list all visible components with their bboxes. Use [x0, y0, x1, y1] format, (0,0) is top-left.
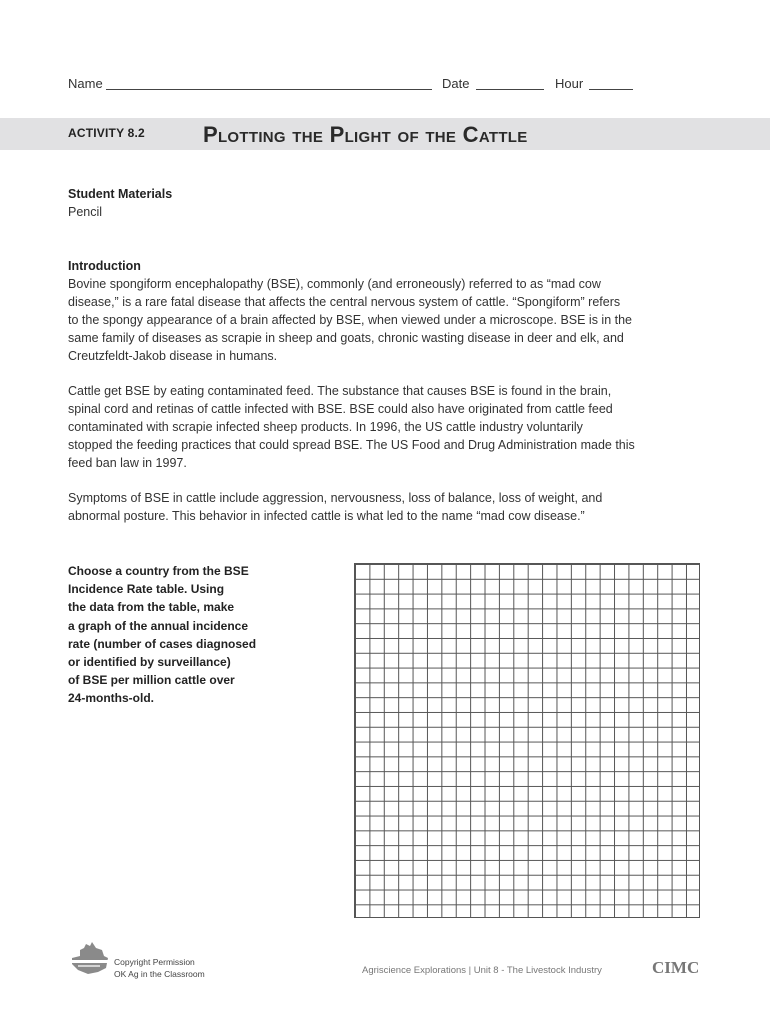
materials-heading: Student Materials — [68, 187, 173, 201]
graph-paper-grid[interactable] — [354, 563, 700, 918]
paragraph-line: contaminated with scrapie infected sheep products. In 1996, the US cattle industry voluntarily — [68, 420, 583, 434]
instruction-line: Incidence Rate table. Using — [68, 582, 225, 597]
name-label: Name — [68, 76, 103, 91]
paragraph-line: stopped the feeding practices that could spread BSE. The US Food and Drug Administration made this — [68, 438, 635, 452]
instruction-line: Choose a country from the BSE — [68, 564, 249, 578]
oklahoma-ag-logo-icon — [68, 938, 110, 978]
cimc-brand: CIMC — [652, 958, 700, 977]
page-title: Plotting the Plight of the Cattle — [203, 122, 528, 147]
paragraph-line: Creutzfeldt-Jakob disease in humans. — [68, 349, 278, 363]
instruction-line: rate (number of cases diagnosed — [68, 636, 257, 651]
copyright-notice — [114, 956, 205, 980]
copyright-line: OK Ag in the Classroom — [114, 969, 205, 979]
introduction-heading: Introduction — [68, 259, 141, 273]
materials-item: Pencil — [68, 205, 103, 219]
paragraph-line: Cattle get BSE by eating contaminated feed. The substance that causes BSE is found in the brain, — [68, 384, 612, 398]
paragraph-line: disease,” is a rare fatal disease that affects the central nervous system of cattle. “Spongiform” refers — [68, 295, 621, 309]
instruction-line: the data from the table, make — [68, 600, 235, 615]
paragraph-line: Symptoms of BSE in cattle include aggression, nervousness, loss of balance, loss of weight, and — [68, 491, 603, 505]
intro-paragraph-1 — [68, 275, 708, 365]
date-label: Date — [442, 76, 470, 91]
intro-paragraph-2 — [68, 382, 708, 472]
intro-paragraph-3 — [68, 489, 708, 525]
instruction-line: or identified by surveillance) — [68, 655, 231, 670]
instruction-line: 24-months-old. — [68, 691, 154, 706]
name-field[interactable] — [106, 89, 432, 90]
paragraph-line: to the spongy appearance of a brain affected by BSE, when viewed under a microscope. BSE is in the — [68, 313, 633, 327]
instruction-line: a graph of the annual incidence — [68, 618, 249, 633]
instruction-line: of BSE per million cattle over — [68, 673, 235, 688]
paragraph-line: same family of diseases as scrapie in sheep and goats, chronic wasting disease in deer and elk, and — [68, 331, 624, 345]
paragraph-line: spinal cord and retinas of cattle infected with BSE. BSE could also have originated from cattle feed — [68, 402, 613, 416]
footer-course-info: Agriscience Explorations | Unit 8 - The Livestock Industry — [362, 965, 602, 976]
hour-field[interactable] — [589, 89, 633, 90]
graph-instructions — [68, 562, 308, 708]
copyright-line: Copyright Permission — [114, 957, 195, 967]
hour-label: Hour — [555, 76, 584, 91]
activity-number: ACTIVITY 8.2 — [68, 126, 145, 140]
paragraph-line: abnormal posture. This behavior in infected cattle is what led to the name “mad cow disease.” — [68, 509, 585, 523]
paragraph-line: Bovine spongiform encephalopathy (BSE), commonly (and erroneously) referred to as “mad cow — [68, 277, 601, 291]
paragraph-line: feed ban law in 1997. — [68, 456, 187, 470]
date-field[interactable] — [476, 89, 544, 90]
